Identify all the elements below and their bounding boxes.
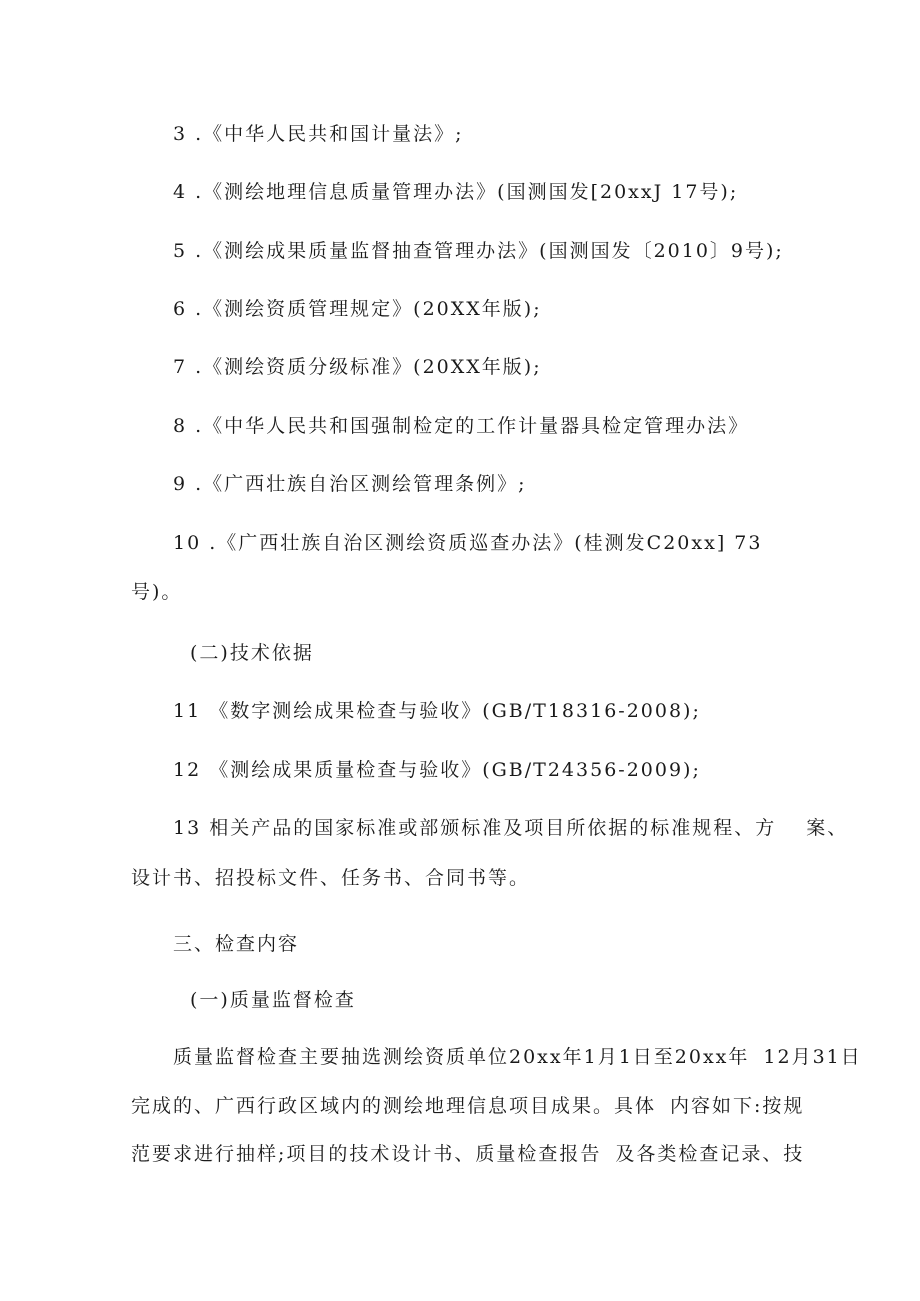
paragraph-line-2-part-a: 完成的、广西行政区域内的测绘地理信息项目成果。具体 (131, 1095, 657, 1117)
regulation-item-3: 3 .《中华人民共和国计量法》; (173, 123, 464, 145)
regulation-item-7: 7 .《测绘资质分级标准》(20XX年版); (173, 356, 542, 378)
technical-item-13-line1-part-b: 案、 (806, 817, 849, 839)
paragraph-line-1-part-b: 12月31日 (763, 1046, 862, 1068)
paragraph-line-3 (131, 1142, 804, 1166)
section-3-heading: 三、检查内容 (173, 933, 300, 955)
technical-item-13-line2: 设计书、招投标文件、任务书、合同书等。 (131, 867, 531, 889)
regulation-item-10-line2: 号)。 (131, 581, 183, 603)
paragraph-line-1 (173, 1045, 862, 1069)
paragraph-line-1-part-a: 质量监督检查主要抽选测绘资质单位20xx年1月1日至20xx年 (173, 1046, 750, 1068)
paragraph-line-3-part-a: 范要求进行抽样;项目的技术设计书、质量检查报告 (131, 1143, 602, 1165)
regulation-item-9: 9 .《广西壮族自治区测绘管理条例》; (173, 473, 527, 495)
technical-basis-heading: (二)技术依据 (190, 642, 314, 664)
technical-item-12: 12 《测绘成果质量检查与验收》(GB/T24356-2009); (173, 759, 701, 781)
regulation-item-8: 8 .《中华人民共和国强制检定的工作计量器具检定管理办法》 (173, 415, 750, 437)
paragraph-line-3-part-b: 及各类检查记录、技 (615, 1143, 805, 1165)
paragraph-line-2-part-b: 内容如下:按规 (670, 1095, 805, 1117)
technical-item-13-line1-part-a: 13 相关产品的国家标准或部颁标准及项目所依据的标准规程、方 (173, 817, 777, 839)
regulation-item-5: 5 .《测绘成果质量监督抽查管理办法》(国测国发〔2010〕9号); (173, 240, 784, 262)
technical-item-11: 11 《数字测绘成果检查与验收》(GB/T18316-2008); (173, 700, 701, 722)
paragraph-line-2 (131, 1094, 804, 1118)
regulation-item-4: 4 .《测绘地理信息质量管理办法》(国测国发[20xxJ 17号); (173, 181, 739, 203)
regulation-item-10-line1: 10 .《广西壮族自治区测绘资质巡查办法》(桂测发C20xx] 73 (173, 532, 763, 554)
section-3-sub-heading: (一)质量监督检查 (190, 989, 356, 1011)
regulation-item-6: 6 .《测绘资质管理规定》(20XX年版); (173, 298, 542, 320)
technical-item-13-line1 (173, 816, 848, 840)
